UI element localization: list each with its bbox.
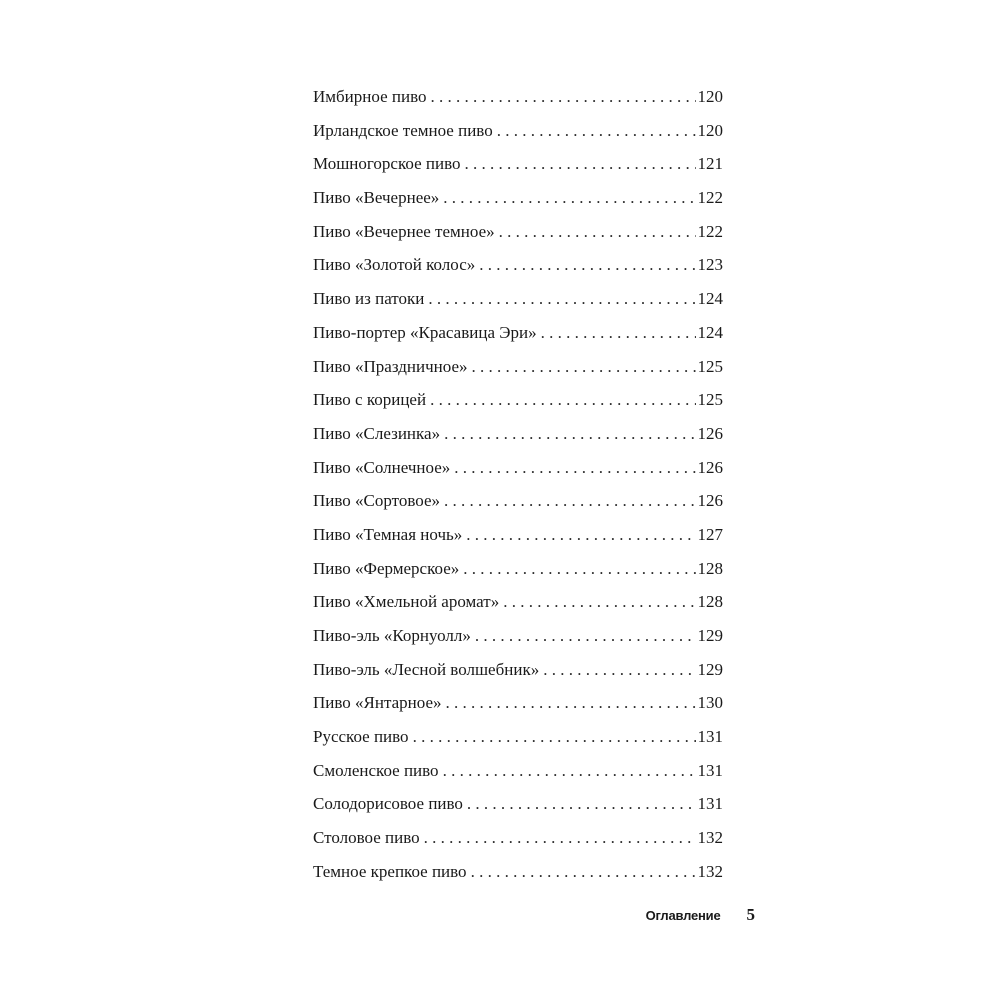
toc-entry-page-number: 128 <box>697 592 723 612</box>
toc-entry <box>313 354 723 388</box>
toc-entry-page-number: 125 <box>697 356 723 376</box>
toc-entry-title: Пиво «Хмельной аромат» <box>313 592 500 612</box>
toc-entry-page-number: 124 <box>697 289 723 309</box>
toc-leader-dots <box>497 118 696 144</box>
toc-entry <box>313 252 723 286</box>
toc-entry-title: Пиво «Фермерское» <box>313 558 460 578</box>
toc-entry-page-number: 125 <box>697 390 723 410</box>
toc-entry <box>313 791 723 825</box>
toc-leader-dots <box>443 758 696 784</box>
toc-entry <box>313 320 723 354</box>
toc-entry-title: Пиво-портер «Красавица Эри» <box>313 322 537 342</box>
toc-entry-page-number: 129 <box>697 626 723 645</box>
toc-entry <box>313 690 723 724</box>
toc-entry-page-number: 120 <box>697 120 723 140</box>
toc-leader-dots <box>430 387 695 413</box>
toc-entry-page-number: 121 <box>697 154 723 174</box>
toc-entry-page-number: 128 <box>697 558 723 578</box>
toc-entry <box>313 387 723 421</box>
toc-entry-page-number: 127 <box>697 524 723 544</box>
toc-entry-title: Пиво «Темная ночь» <box>313 524 463 544</box>
toc-entry-title: Солодорисовое пиво <box>313 794 463 814</box>
toc-entry-title: Пиво «Праздничное» <box>313 356 468 376</box>
toc-leader-dots <box>479 252 695 278</box>
toc-entry <box>313 185 723 219</box>
toc-leader-dots <box>454 455 695 481</box>
toc-entry <box>313 758 723 792</box>
toc-leader-dots <box>413 724 696 750</box>
running-footer-section-label: Оглавление <box>645 908 721 923</box>
toc-entry-title: Столовое пиво <box>313 828 420 848</box>
toc-leader-dots <box>499 219 696 245</box>
toc-entry <box>313 657 723 691</box>
toc-entry <box>313 589 723 623</box>
toc-entry <box>313 84 723 118</box>
toc-leader-dots <box>467 791 696 817</box>
toc-leader-dots <box>444 488 695 514</box>
toc-entry-page-number: 126 <box>697 457 723 477</box>
toc-entry-title: Пиво «Сортовое» <box>313 491 441 511</box>
toc-entry <box>313 859 723 893</box>
toc-entry-title: Пиво с корицей <box>313 390 427 410</box>
toc-entry-title: Пиво «Вечернее» <box>313 188 440 208</box>
toc-leader-dots <box>464 151 695 177</box>
toc-entry <box>313 556 723 590</box>
toc-entry-title: Смоленское пиво <box>313 760 439 780</box>
toc-entry <box>313 219 723 253</box>
toc-entry-page-number: 130 <box>697 693 723 713</box>
toc-leader-dots <box>424 825 696 851</box>
toc-entry-page-number: 132 <box>697 861 723 881</box>
toc-leader-dots <box>541 320 696 346</box>
toc-entry <box>313 455 723 489</box>
toc-leader-dots <box>463 556 695 582</box>
table-of-contents <box>313 84 723 893</box>
toc-leader-dots <box>431 84 696 110</box>
toc-leader-dots <box>472 354 696 380</box>
toc-entry-title: Пиво «Солнечное» <box>313 457 451 477</box>
toc-entry-page-number: 131 <box>697 727 723 747</box>
toc-entry-title: Пиво «Янтарное» <box>313 693 442 713</box>
toc-entry <box>313 151 723 185</box>
toc-entry-page-number: 131 <box>697 760 723 780</box>
toc-entry-title: Пиво из патоки <box>313 289 425 309</box>
toc-entry-title: Русское пиво <box>313 727 409 747</box>
toc-entry-title: Пиво «Слезинка» <box>313 423 441 443</box>
toc-entry-title: Имбирное пиво <box>313 87 427 106</box>
toc-entry <box>313 488 723 522</box>
toc-entry-page-number: 123 <box>697 255 723 275</box>
toc-entry-title: Темное крепкое пиво <box>313 861 467 881</box>
toc-entry-page-number: 124 <box>697 322 723 342</box>
toc-entry <box>313 118 723 152</box>
toc-leader-dots <box>444 421 695 447</box>
toc-entry-page-number: 122 <box>697 188 723 208</box>
toc-leader-dots <box>446 690 696 716</box>
page-number: 5 <box>746 905 755 924</box>
page-footer <box>620 905 755 925</box>
toc-entry <box>313 522 723 556</box>
toc-leader-dots <box>503 589 695 615</box>
toc-entry-title: Ирландское темное пиво <box>313 120 493 140</box>
toc-entry-title: Пиво-эль «Корнуолл» <box>313 626 471 645</box>
toc-entry-title: Пиво «Вечернее темное» <box>313 221 495 241</box>
toc-leader-dots <box>466 522 695 548</box>
toc-leader-dots <box>443 185 695 211</box>
toc-entry <box>313 825 723 859</box>
toc-leader-dots <box>471 859 696 885</box>
toc-entry-page-number: 131 <box>697 794 723 814</box>
toc-entry-page-number: 122 <box>697 221 723 241</box>
toc-entry <box>313 286 723 320</box>
toc-entry-page-number: 129 <box>697 659 723 679</box>
toc-entry-title: Пиво «Золотой колос» <box>313 255 476 275</box>
toc-entry <box>313 724 723 758</box>
toc-leader-dots <box>428 286 695 312</box>
toc-entry-page-number: 126 <box>697 491 723 511</box>
toc-entry <box>313 623 723 657</box>
toc-leader-dots <box>475 623 696 649</box>
toc-entry-title: Пиво-эль «Лесной волшебник» <box>313 659 540 679</box>
toc-entry-title: Мошногорское пиво <box>313 154 461 174</box>
toc-leader-dots <box>543 657 695 683</box>
toc-entry-page-number: 126 <box>697 423 723 443</box>
toc-entry-page-number: 132 <box>697 828 723 848</box>
toc-entry <box>313 421 723 455</box>
toc-entry-page-number: 120 <box>697 87 723 106</box>
